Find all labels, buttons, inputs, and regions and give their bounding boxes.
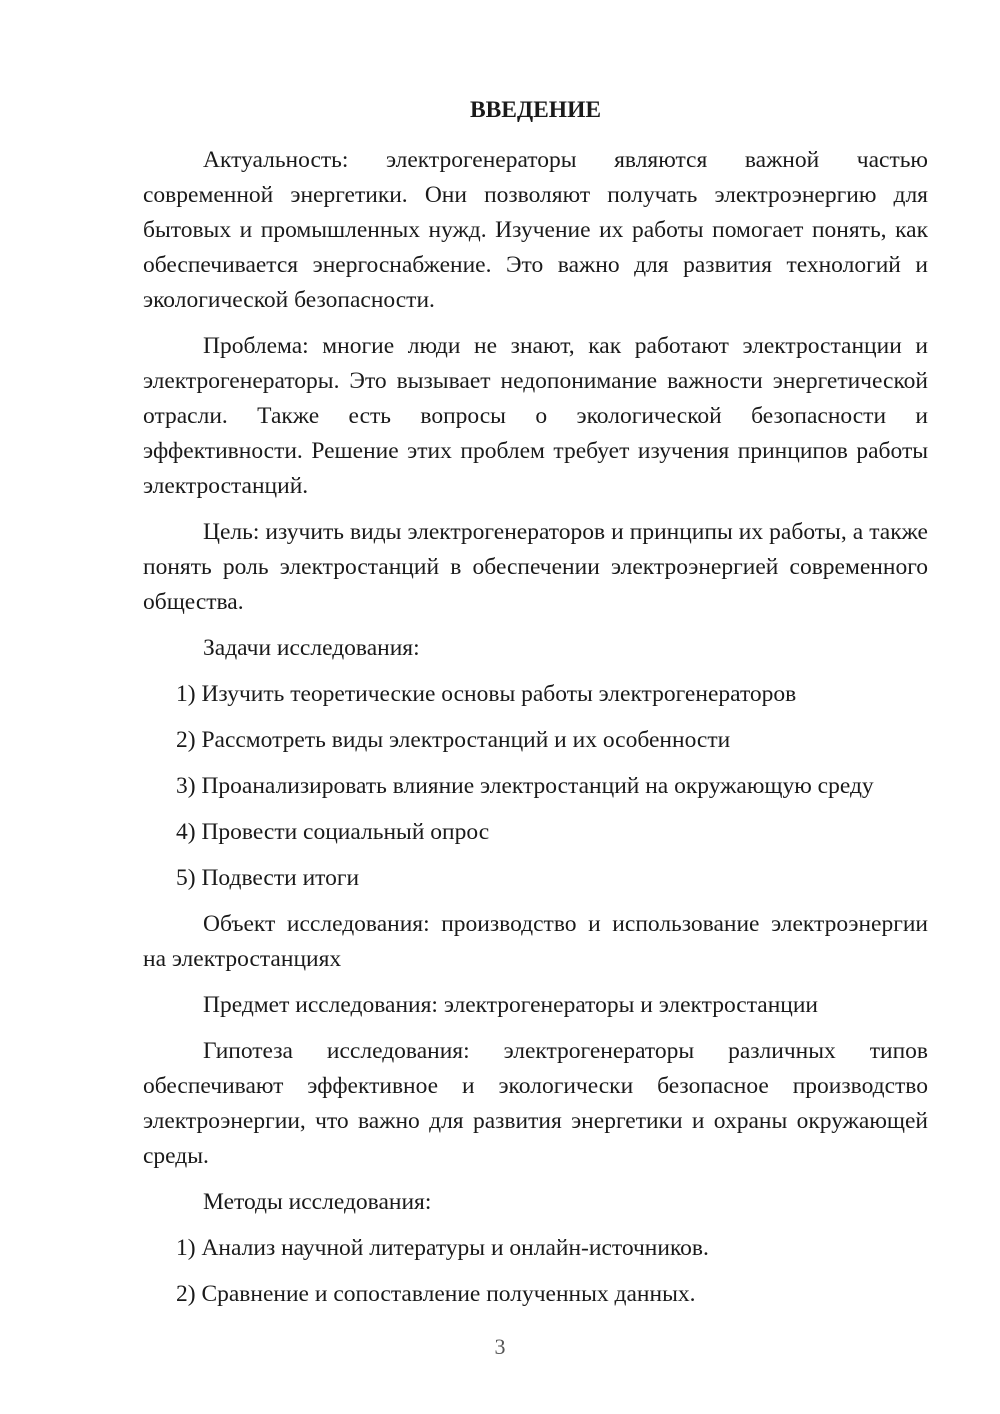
task-item-5: 5) Подвести итоги [176,865,360,891]
methods-heading: Методы исследования: [203,1189,432,1215]
hypothesis-paragraph: Гипотеза исследования: электрогенераторы различных типов обеспечивают эффективное и экологически безопасное производство электроэнергии, что важно для развития энергетики и охраны окружающей среды. [143,1038,928,1169]
goal-paragraph: Цель: изучить виды электрогенераторов и принципы их работы, а также понять роль электростанций в обеспечении электроэнергией современного общества. [143,519,928,615]
page-content [143,88,928,1323]
task-item-2: 2) Рассмотреть виды электростанций и их особенности [176,727,731,753]
section-title: ВВЕДЕНИЕ [469,97,602,123]
task-item-1: 1) Изучить теоретические основы работы электрогенераторов [176,681,797,707]
task-item-4: 4) Провести социальный опрос [176,819,490,845]
problem-paragraph: Проблема: многие люди не знают, как работают электростанции и электрогенераторы. Это вызывает недопонимание важности энергетической отрасли. Также есть вопросы о экологической безопасности и эффективности. Решение этих проблем требует изучения принципов работы электростанций. [143,333,928,499]
task-item-3: 3) Проанализировать влияние электростанций на окружающую среду [176,773,874,799]
method-item-1: 1) Анализ научной литературы и онлайн-источников. [176,1235,709,1261]
relevance-paragraph: Актуальность: электрогенераторы являются важной частью современной энергетики. Они позволяют получать электроэнергию для бытовых и промышленных нужд. Изучение их работы помогает понять, как обеспечивается энергоснабжение. Это важно для развития технологий и экологической безопасности. [143,147,928,313]
method-item-2: 2) Сравнение и сопоставление полученных данных. [176,1281,696,1307]
object-paragraph: Объект исследования: производство и использование электроэнергии на электростанциях [143,911,928,972]
tasks-heading: Задачи исследования: [203,635,420,661]
subject-paragraph: Предмет исследования: электрогенераторы и электростанции [203,992,819,1018]
page-number: 3 [494,1334,506,1359]
